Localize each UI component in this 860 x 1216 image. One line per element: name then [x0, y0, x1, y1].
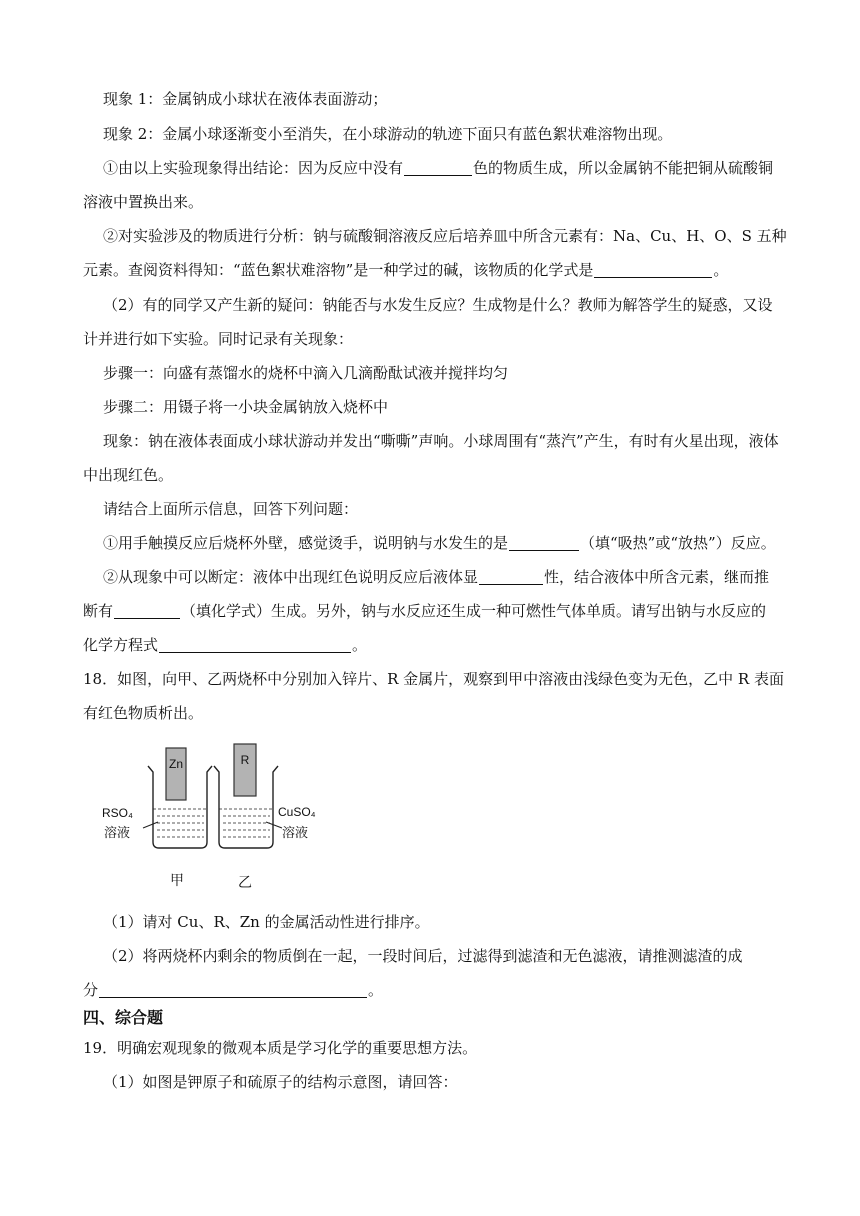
- question-18-part-2-prefix: 分: [83, 981, 99, 999]
- step-1: 步骤一：向盛有蒸馏水的烧杯中滴入几滴酚酞试液并搅拌均匀: [103, 364, 509, 382]
- observation-2: 现象 2：金属小球逐渐变小至消失，在小球游动的轨迹下面只有蓝色絮状难溶物出现。: [103, 125, 673, 143]
- question-18-part-2-line-2: [83, 979, 383, 1001]
- right-solution-word: 溶液: [282, 826, 309, 841]
- observation-1: 现象 1：金属钠成小球状在液体表面游动；: [103, 90, 388, 108]
- question-1-text: ①由以上实验现象得出结论：因为反应中没有: [103, 159, 404, 177]
- sub-question-1-hint: （填“吸热”或“放热”）反应。: [580, 534, 776, 552]
- question-18-stem: 18．如图，向甲、乙两烧杯中分别加入锌片、R 金属片，观察到甲中溶液由浅绿色变为无色，乙中 R 表面: [83, 670, 784, 688]
- r-metal-strip: [234, 744, 256, 796]
- beaker-jia-label: 甲: [170, 873, 184, 889]
- zinc-label: Zn: [168, 757, 184, 771]
- part-2-intro-cont: 计并进行如下实验。同时记录有关现象：: [83, 330, 354, 348]
- answer-blank-property[interactable]: [479, 568, 543, 585]
- sub-question-1: [103, 532, 776, 554]
- sub-question-2-cont: 性，结合液体中所含元素，继而推: [544, 568, 770, 586]
- beaker-yi-label: 乙: [238, 875, 252, 891]
- instruction: 请结合上面所示信息，回答下列问题：: [103, 500, 359, 518]
- sub-question-2: [103, 566, 769, 588]
- answer-blank-color[interactable]: [404, 159, 472, 176]
- step-2: 步骤二：用镊子将一小块金属钠放入烧杯中: [103, 398, 389, 416]
- beaker-figure: [98, 738, 338, 893]
- question-2-text: 元素。查阅资料得知：“蓝色絮状难溶物”是一种学过的碱，该物质的化学式是: [83, 261, 594, 279]
- question-1-line-2: 溶液中置换出来。: [83, 193, 204, 211]
- part-2-intro: （2）有的同学又产生新的疑问：钠能否与水发生反应？生成物是什么？教师为解答学生的疑惑，又设: [103, 296, 773, 314]
- question-19-stem: 19．明确宏观现象的微观本质是学习化学的重要思想方法。: [83, 1039, 478, 1057]
- answer-blank-residue[interactable]: [99, 981, 367, 998]
- beaker-diagram: [98, 738, 338, 893]
- question-1-text-cont: 色的物质生成，所以金属钠不能把铜从硫酸铜: [473, 159, 774, 177]
- sub-question-2-line-2: [83, 600, 766, 622]
- question-1-line: [103, 157, 773, 179]
- left-solution-word: 溶液: [104, 826, 131, 841]
- r-metal-label: R: [240, 753, 250, 767]
- section-heading: 四、综合题: [83, 1008, 164, 1027]
- question-18-part-1: （1）请对 Cu、R、Zn 的金属活动性进行排序。: [103, 913, 430, 931]
- sub-question-2-text-2: （填化学式）生成。另外，钠与水反应还生成一种可燃性气体单质。请写出钠与水反应的: [181, 602, 767, 620]
- sub-question-2-prefix: 断有: [83, 602, 114, 620]
- equation-label: 化学方程式: [83, 636, 159, 654]
- phenomenon: 现象：钠在液体表面成小球状游动并发出“嘶嘶”声响。小球周围有“蒸汽”产生，有时有火星出现，液体: [103, 432, 779, 450]
- zinc-strip: [166, 748, 186, 800]
- question-2-end: 。: [713, 261, 729, 279]
- left-solution-formula: RSO₄: [102, 806, 133, 820]
- equation-end: 。: [352, 636, 368, 654]
- right-solution-formula: CuSO₄: [278, 805, 316, 819]
- question-2-line: ②对实验涉及的物质进行分析：钠与硫酸铜溶液反应后培养皿中所含元素有：Na、Cu、H、O、S 五种: [103, 227, 787, 245]
- sub-question-2-text: ②从现象中可以断定：液体中出现红色说明反应后液体显: [103, 568, 479, 586]
- answer-blank-equation[interactable]: [159, 636, 351, 653]
- sub-question-1-text: ①用手触摸反应后烧杯外壁，感觉烫手，说明钠与水发生的是: [103, 534, 509, 552]
- question-18-part-2: （2）将两烧杯内剩余的物质倒在一起，一段时间后，过滤得到滤渣和无色滤液，请推测滤渣的成: [103, 947, 743, 965]
- question-19-part-1: （1）如图是钾原子和硫原子的结构示意图，请回答：: [103, 1073, 458, 1091]
- sub-question-2-line-3: [83, 634, 367, 656]
- question-2-line-2: [83, 259, 728, 281]
- answer-blank-chemical[interactable]: [114, 602, 180, 619]
- answer-blank-formula[interactable]: [594, 261, 712, 278]
- phenomenon-cont: 中出现红色。: [83, 466, 174, 484]
- question-18-stem-cont: 有红色物质析出。: [83, 704, 204, 722]
- question-18-part-2-end: 。: [368, 981, 384, 999]
- answer-blank-heat[interactable]: [509, 534, 579, 551]
